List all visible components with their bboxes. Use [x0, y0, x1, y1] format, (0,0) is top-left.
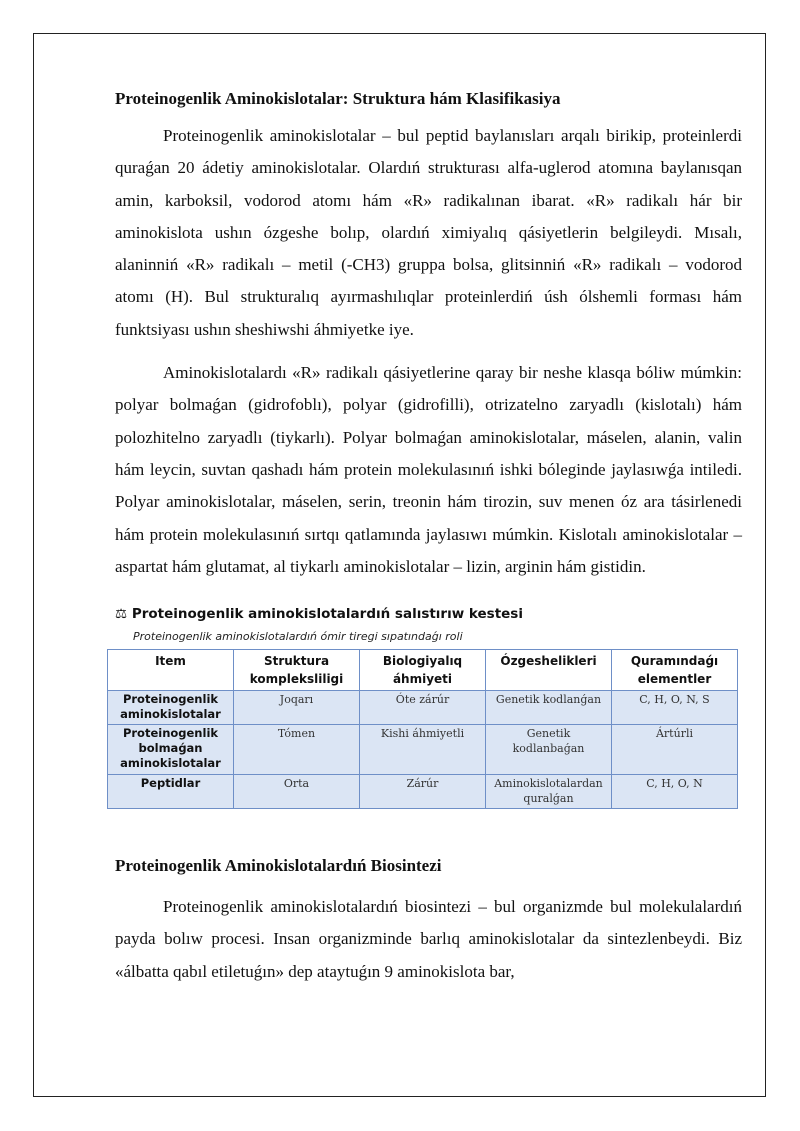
table-cell: Proteinogenlik aminokislotalar	[108, 691, 234, 725]
table-caption	[115, 604, 742, 624]
column-header: Item	[108, 650, 234, 691]
table-cell: Genetik kodlanbaǵan	[486, 725, 612, 775]
column-header: Biologiyalıq áhmiyeti	[360, 650, 486, 691]
table-row	[108, 691, 738, 725]
table-cell: Kishi áhmiyetli	[360, 725, 486, 775]
table-header-row	[108, 650, 738, 691]
table-cell: Proteinogenlik bolmaǵan aminokislotalar	[108, 725, 234, 775]
table-cell: Orta	[234, 775, 360, 809]
table-cell: Genetik kodlanǵan	[486, 691, 612, 725]
table-cell: C, H, O, N, S	[612, 691, 738, 725]
section-heading-biosynthesis: Proteinogenlik Aminokislotalardıń Biosintezi	[115, 856, 442, 876]
column-header: Struktura kompleksliligi	[234, 650, 360, 691]
table-caption-text: Proteinogenlik aminokislotalardıń salıstırıw kestesi	[131, 606, 523, 623]
section-heading-structure: Proteinogenlik Aminokislotalar: Struktura hám Klasifikasiya	[115, 89, 561, 108]
table-cell: C, H, O, N	[612, 775, 738, 809]
column-header: Ózgeshelikleri	[486, 650, 612, 691]
table-cell: Joqarı	[234, 691, 360, 725]
table-cell: Aminokislotalardan quralǵan	[486, 775, 612, 809]
table-cell: Peptidlar	[108, 775, 234, 809]
paragraph-definition: Proteinogenlik aminokislotalar – bul peptid baylanısları arqalı birikip, proteinlerdi quraǵan 20 ádetiy aminokislotalar. Olardıń strukturası alfa-uglerod atomına baylanısqan amin, karboksil, vodorod atomı hám «R» radikalınan ibarat. «R» radikalı hár bir aminokislota ushın ózgeshe bolıp, olardıń ximiyalıq qásiyetlerin belgileydi. Mısalı, alaninniń «R» radikalı – metil (-CH3) gruppa bolsa, glitsinniń «R» radikalı – vodorod atomı (H). Bul strukturalıq ayırmashılıqlar proteinlerdiń úsh ólshemli forması hám funktsiyası ushın sheshiwshi áhmiyetke iye.	[115, 126, 742, 339]
table-row	[108, 725, 738, 775]
document-content	[115, 86, 742, 988]
column-header: Quramındaǵı elementler	[612, 650, 738, 691]
comparison-table	[107, 649, 738, 809]
scales-icon: ⚖	[115, 606, 128, 623]
paragraph-biosynthesis: Proteinogenlik aminokislotalardıń biosintezi – bul organizmde bul molekulalardıń payda bolıw procesi. Insan organizminde barlıq aminokislotalar da sintezlenbeydi. Biz «álbatta qabıl etiletuǵın» dep ataytuǵın 9 aminokislota bar,	[115, 897, 742, 981]
table-cell: Zárúr	[360, 775, 486, 809]
table-cell: Óte zárúr	[360, 691, 486, 725]
table-cell: Ártúrli	[612, 725, 738, 775]
table-row	[108, 775, 738, 809]
table-cell: Tómen	[234, 725, 360, 775]
table-subcaption: Proteinogenlik aminokislotalardıń ómir tiregi sıpatındaǵı roli	[133, 630, 463, 644]
paragraph-classification: Aminokislotalardı «R» radikalı qásiyetlerine qaray bir neshe klasqa bóliw múmkin: polyar bolmaǵan (gidrofoblı), polyar (gidrofilli), otrizatelno zaryadlı (kislotalı) hám polozhitelno zaryadlı (tiykarlı). Polyar bolmaǵan aminokislotalar, máselen, alanin, valin hám leycin, suvtan qashadı hám protein molekulasınıń ishki bóleginde jaylasıwǵa intiledi. Polyar aminokislotalar, máselen, serin, treonin hám tirozin, suv menen óz ara tásirlenedi hám protein molekulasınıń sırtqı qatlamında jaylasıwı múmkin. Kislotalı aminokislotalar – aspartat hám glutamat, al tiykarlı aminokislotalar – lizin, arginin hám gistidin.	[115, 363, 742, 576]
